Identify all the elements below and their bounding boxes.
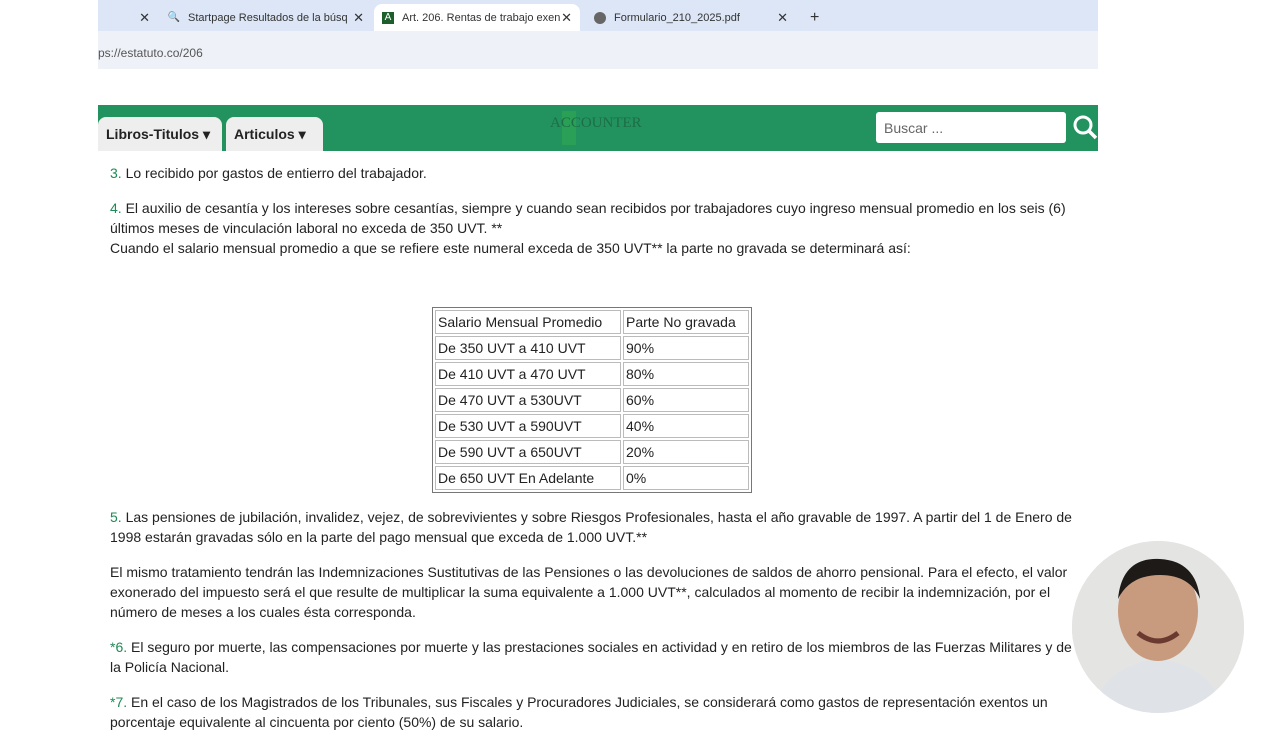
close-tab-icon[interactable]: ✕: [139, 9, 150, 25]
globe-icon: [594, 12, 606, 24]
tab-label: Formulario_210_2025.pdf: [614, 11, 740, 24]
new-tab-button[interactable]: +: [810, 8, 820, 26]
search-icon: 🔍: [167, 12, 181, 23]
close-tab-icon[interactable]: ✕: [777, 9, 788, 25]
site-logo[interactable]: ACCOUNTER: [550, 115, 642, 132]
table-row: De 350 UVT a 410 UVT 90%: [435, 336, 749, 360]
address-bar[interactable]: [98, 31, 1098, 69]
tab-label: Art. 206. Rentas de trabajo exen: [402, 11, 561, 24]
tab-startpage[interactable]: [160, 4, 372, 31]
table-header: Salario Mensual Promedio Parte No gravada: [435, 310, 749, 334]
paragraph-3: 3. Lo recibido por gastos de entierro del trabajador.: [110, 165, 427, 181]
paragraph-4: 4. El auxilio de cesantía y los intereses sobre cesantías, siempre y cuando sean recibidos por trabajadores cuyo ingreso mensual promedio en los seis (6) últimos meses de vinculación laboral no exceda de 350 UVT. ** Cuando el salario mensual promedio a que se refiere este numeral exceda de 350 UVT** la parte no gravada se determinará así:: [110, 200, 1066, 256]
presenter-image: [1072, 541, 1244, 713]
tab-formulario[interactable]: [586, 4, 796, 31]
table-row: De 530 UVT a 590UVT 40%: [435, 414, 749, 438]
table-row: De 470 UVT a 530UVT 60%: [435, 388, 749, 412]
tab-label: Startpage Resultados de la búsq: [188, 11, 348, 24]
paragraph-5: 5. Las pensiones de jubilación, invalidez, vejez, de sobrevivientes y sobre Riesgos Profesionales, hasta el año gravable de 1997. A partir del 1 de Enero de 1998 estarán gravadas sólo en la parte del pago mensual que exceda de 1.000 UVT.**: [110, 509, 1072, 545]
webcam-overlay: [1072, 541, 1244, 713]
close-tab-icon[interactable]: ✕: [561, 9, 572, 25]
tab-article[interactable]: [374, 4, 580, 31]
tab-bar: [98, 0, 1098, 31]
paragraph-7: *7. En el caso de los Magistrados de los Tribunales, sus Fiscales y Procuradores Judiciales, se considerará como gastos de representación exentos un porcentaje equivalente al cincuenta por ciento (50%) de su salario.: [110, 694, 1048, 730]
site-favicon-icon: A: [382, 12, 394, 24]
salary-table: [432, 307, 752, 493]
url-text: ps://estatuto.co/206: [98, 46, 203, 60]
search-input[interactable]: Buscar ...: [876, 112, 1066, 143]
table-row: De 410 UVT a 470 UVT 80%: [435, 362, 749, 386]
table-row: De 590 UVT a 650UVT 20%: [435, 440, 749, 464]
table-row: De 650 UVT En Adelante 0%: [435, 466, 749, 490]
site-navbar: [98, 105, 1098, 151]
articulos-menu[interactable]: Articulos ▾: [226, 117, 323, 151]
paragraph-6: *6. El seguro por muerte, las compensaciones por muerte y las prestaciones sociales en actividad y en retiro de los miembros de las Fuerzas Militares y de la Policía Nacional.: [110, 639, 1072, 675]
libros-titulos-menu[interactable]: Libros-Titulos ▾: [98, 117, 222, 151]
search-icon[interactable]: [1072, 114, 1098, 140]
tab-previous[interactable]: [98, 4, 158, 31]
close-tab-icon[interactable]: ✕: [353, 9, 364, 25]
paragraph-5-cont: El mismo tratamiento tendrán las Indemnizaciones Sustitutivas de las Pensiones o las devoluciones de saldos de ahorro pensional. Para el efecto, el valor exonerado del impuesto será el que resulte de multiplicar la suma equivalente a 1.000 UVT**, calculados al momento de recibir la indemnización, por el número de meses a los cuales ésta corresponda.: [110, 564, 1068, 620]
